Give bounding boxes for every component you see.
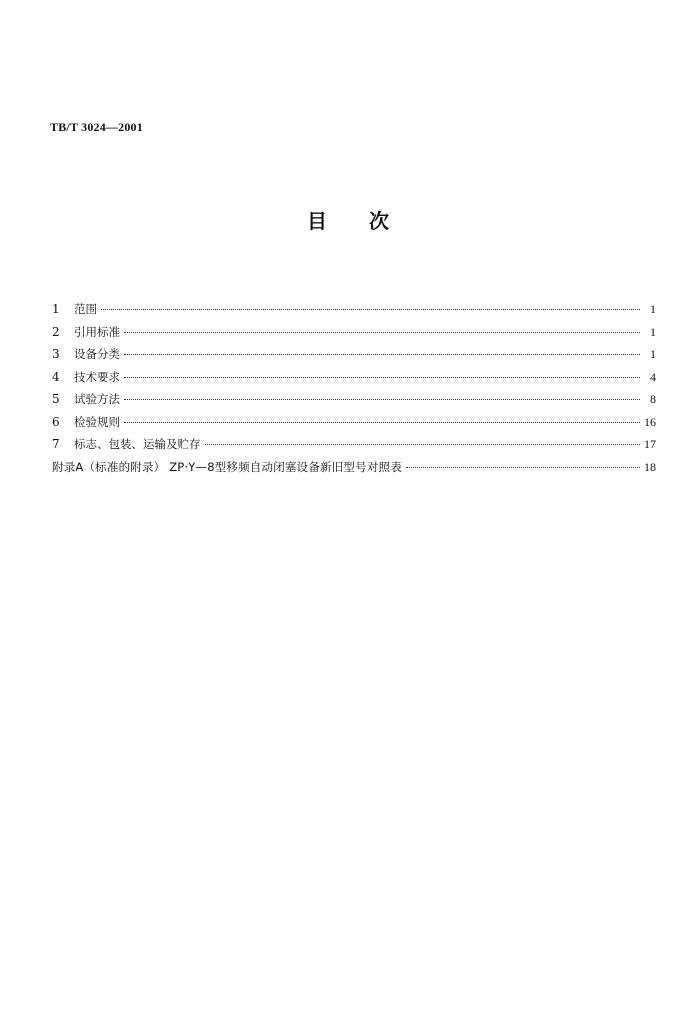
toc-entry-number: 4: [52, 369, 60, 384]
dot-leader: [124, 332, 640, 333]
toc-entry-title: 引用标准: [74, 324, 120, 339]
toc-entry-3[interactable]: [52, 343, 656, 366]
dot-leader: [406, 467, 640, 468]
toc-entry-7[interactable]: [52, 433, 656, 456]
table-of-contents: [52, 298, 656, 478]
toc-entry-number: 1: [52, 302, 60, 316]
toc-entry-5[interactable]: [52, 388, 656, 411]
toc-entry-page: 1: [650, 302, 656, 316]
toc-entry-page: 1: [650, 347, 656, 361]
toc-entry-1[interactable]: [52, 298, 656, 321]
dot-leader: [124, 354, 640, 355]
toc-entry-page: 8: [650, 392, 656, 406]
toc-entry-number: 6: [52, 414, 60, 429]
toc-entry-page: 4: [650, 369, 656, 384]
toc-entry-4[interactable]: [52, 366, 656, 389]
toc-entry-title: 试验方法: [74, 392, 120, 406]
dot-leader: [124, 422, 640, 423]
standard-code: TB/T 3024—2001: [50, 120, 143, 134]
toc-entry-number: 2: [52, 324, 60, 339]
toc-entry-2[interactable]: [52, 321, 656, 344]
dot-leader: [124, 377, 640, 378]
toc-entry-title: 技术要求: [74, 369, 120, 384]
toc-entry-appendix-a[interactable]: [52, 456, 656, 479]
toc-entry-number: 7: [52, 437, 60, 451]
dot-leader: [205, 444, 641, 445]
toc-entry-page: 18: [644, 459, 656, 474]
toc-entry-number: 5: [52, 392, 60, 406]
toc-entry-number: 3: [52, 347, 60, 361]
toc-entry-title: 标志、包装、运输及贮存: [74, 437, 201, 451]
dot-leader: [124, 399, 640, 400]
toc-entry-6[interactable]: [52, 411, 656, 434]
toc-entry-title: 检验规则: [74, 414, 120, 429]
toc-entry-page: 1: [650, 324, 656, 339]
toc-entry-title: 附录A（标准的附录） ZP·Y—8型移频自动闭塞设备新旧型号对照表: [52, 459, 402, 474]
toc-entry-page: 17: [644, 437, 656, 451]
dot-leader: [101, 309, 640, 310]
page-title: 目次: [307, 209, 431, 233]
toc-entry-title: 范围: [74, 302, 97, 316]
toc-entry-title: 设备分类: [74, 347, 120, 361]
toc-entry-page: 16: [644, 414, 656, 429]
